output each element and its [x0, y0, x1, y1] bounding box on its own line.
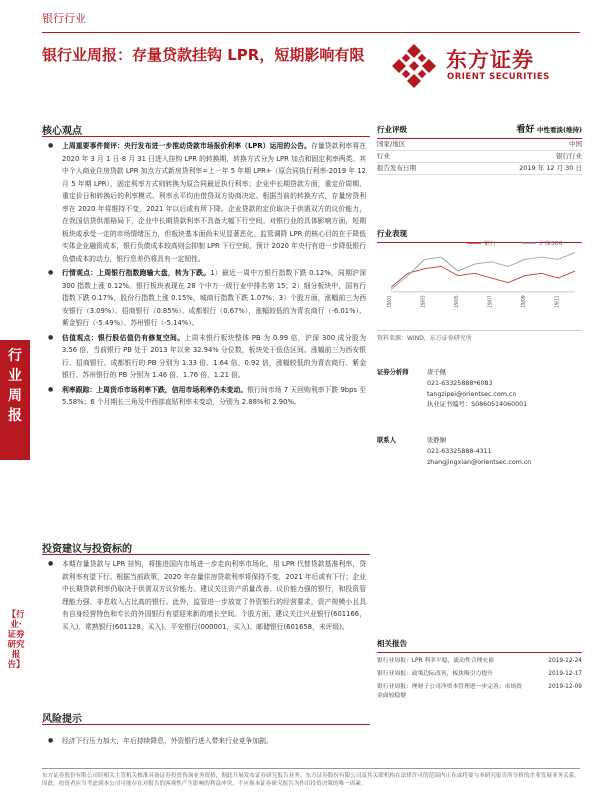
- analyst-block: [377, 368, 582, 411]
- info-row: [377, 163, 582, 175]
- investment-divider: [42, 554, 370, 555]
- bullet-text: 1）最近一周中万银行指数下跌 0.12%，同期沪深 300 指数上涨 0.12%。银行板块表现在 28 个中万一级行业中排名第 15；2）细分板块中，国有行指数下跌 0.17%，股份行指数上涨 0.15%，城商行指数下跌 1.07%；3）个股方面，涨幅前三为西安银行（3.09%）、招商银行（0.85%）、成都银行（0.67%），涨幅较低的为青农商行（-6.01%）、紫金银行（-5.49%）、苏州银行（-5.14%）。: [62, 269, 367, 327]
- list-item: [48, 735, 366, 748]
- vertical-tag: 【行业·证券研究报告】: [7, 610, 25, 670]
- x-tick-label: 19/09: [521, 295, 527, 308]
- related-date: 2019-12-09: [548, 684, 582, 690]
- disclaimer-text: 东方证券股份有限公司经相关主管机关核准具备证券投资咨询业务资格，据此开展发布证券研究报告业务。东方证券股份有限公司及其关联机构在法律许可的范围内正在或将要与本研究报告所分析的企业发展业务关系。因此，投资者应当考虑到本公司可能存在对报告的客观性产生影响的利益冲突，不应视本证券研究报告为作出投资决策的唯一因素。: [42, 773, 580, 787]
- rating-panel: [377, 122, 582, 175]
- risk-list: [48, 735, 366, 750]
- x-tick-label: 19/07: [488, 295, 494, 308]
- performance-chart: [377, 238, 582, 318]
- contact-name: 张静娴: [427, 437, 446, 444]
- bullet-text: 存量贷款利率将在 2020 年 3 月 1 日-8 月 31 日进入挂钩 LPR 的转换期，转换方式分为 LPR 加点和固定利率两类。其中个人商业住房贷款 LPR 加点方式新房贷利率=上一年 5 年期 LPR+（原合同执行利率-2019 年 12 月 5 年期 LPR），固定利率方式则转换为原合同最近执行利率；企业中长期贷款方面，重定价周期、重定价日和转换后的利率模式、利率水平均由借贷双方协商决定。根据当前的转换方式，存量房贷利率在 2020 年将维持不变，2021 年以后或有所下降。企业贷款的定价取决于供需双方的议价能力，在我国信贷供需格局下，企业中长期贷款利率不具备大幅下行空间。对银行业的具体影响方面，短期板块或承受一定的市场情绪压力，但板块基本面尚未见显著恶化。监管调降 LPR 的核心目的在于降低实体企业融资成本，银行负债成本较高则会抑制 LPR 下行空间，预计 2020 年央行有进一步降低银行负债成本的动力，银行息差仍将具有一定韧性。: [62, 142, 367, 263]
- legend-label: 银行: [484, 241, 496, 247]
- x-tick-label: 19/01: [387, 295, 394, 308]
- investment-heading: 投资建议与投资标的: [42, 544, 132, 555]
- related-title: 银行业周报：理财子公司净资本管理进一步完善；市场资金面较稳健: [377, 684, 522, 699]
- performance-heading: 行业表现: [377, 228, 582, 243]
- list-item: [48, 140, 366, 265]
- core-view-heading: 核心观点: [42, 126, 82, 137]
- sidebar-text: 行业周报: [8, 348, 22, 424]
- related-heading: 相关报告: [377, 638, 582, 653]
- bullet-text: 上周末银行板块整体 PB 为 0.99 倍，沪深 300 成分股为 3.56 倍，当前银行 PB 处于 2013 年以来 32.94% 分位数，板块处于低估区间。涨幅前三为西安银行、招商银行、成都银行的 PB 分别为 1.33 倍、1.64 倍、0.92 倍，涨幅较低的为青农商行、紫金银行、苏州银行的 PB 分别为 1.46 倍、1.76 倍、1.21 倍。: [62, 333, 366, 379]
- chart-source: 资料来源：WIND，东方证券研究所: [377, 330, 582, 342]
- logo-text-cn: 东方证券: [446, 48, 534, 72]
- list-item: [48, 267, 366, 330]
- contact-email[interactable]: zhangjingxian@orientsec.com.cn: [427, 458, 532, 466]
- related-item[interactable]: [377, 683, 582, 701]
- legend-label: 沪深300: [539, 241, 563, 247]
- analyst-email[interactable]: tangzipei@orientsec.com.cn: [427, 390, 517, 398]
- related-date: 2019-12-17: [548, 671, 582, 677]
- bullet-lead: 估值观点：银行股估值仍有修复空间。: [62, 333, 185, 342]
- info-value: 银行行业: [556, 152, 582, 160]
- rating-value: 看好: [516, 125, 535, 135]
- info-key: 行业: [377, 152, 390, 160]
- rating-value-wrap: [516, 122, 582, 135]
- core-view-divider: [42, 136, 370, 137]
- risk-divider: [42, 724, 370, 725]
- list-item: [48, 558, 366, 633]
- rating-sub: 中性看淡(维持): [537, 126, 582, 134]
- rating-label: 行业评级: [377, 125, 407, 134]
- logo-text-en: ORIENT SECURITIES: [447, 72, 550, 82]
- bullet-text: 银行间市场 7 天回购利率下跌 9bps 至 5.58%；6 个月期长三角及中西部直贴利率未变动，分别为 2.88%和 2.90%。: [62, 385, 366, 406]
- x-tick-label: 19/05: [454, 295, 461, 308]
- bullet-lead: 上周重要事件简评：央行发布进一步推动贷款市场报价利率（LPR）运用的公告。: [62, 142, 311, 150]
- logo-mark-icon: [390, 42, 438, 90]
- contact-block: [377, 436, 582, 468]
- related-title: 银行业周报：政策边际改善，板块吸引力提升: [377, 671, 493, 677]
- analyst-label: 证券分析师: [377, 369, 409, 376]
- disclaimer-footer: [42, 768, 580, 788]
- list-item: [48, 332, 366, 382]
- related-title: 银行业周报：LPR 利率平稳，流动性合理充裕: [377, 658, 494, 664]
- sidebar-label: [0, 340, 30, 460]
- bullet-lead: 行情观点：上周银行指数跑输大盘，转为下跌。: [62, 269, 211, 277]
- company-logo: [390, 40, 585, 95]
- analyst-license: 执业证书编号：S0860514060001: [427, 401, 528, 409]
- info-key: 国家/地区: [377, 140, 406, 148]
- analyst-phone: 021-63325888*6083: [427, 379, 493, 387]
- top-divider: [42, 32, 580, 33]
- series-line: [391, 252, 575, 289]
- x-tick-label: 19/03: [421, 295, 427, 308]
- series-line: [391, 266, 575, 287]
- investment-list: [48, 558, 366, 635]
- contact-label: 联系人: [377, 437, 396, 444]
- info-value: 2019 年 12 月 30 日: [519, 164, 582, 172]
- related-reports: [377, 638, 582, 701]
- info-row: [377, 139, 582, 151]
- report-title: 银行业周报：存量贷款挂钩 LPR，短期影响有限: [42, 46, 365, 64]
- bullet-text: 本期存量贷款与 LPR 挂钩，将推进国内市场进一步走向利率市场化，用 LPR 代替贷款基准利率，贷款利率有望下行。根据当前政策，2020 年存量住房贷款利率将保持不变，2021 年后或有下行；企业中长期贷款利率仍取决于供需双方议价能力。建议关注资产质量改善、议价能力强的银行，和投资管理能力强、非息收入占比高的银行。此外，监管进一步放宽了外资银行的经营要求，资产规模小且具有自身经营特色和专长的外国银行有望迎来新的增长空间。个股方面，建议关注兴业银行(601166，买入)、常熟银行(601128，买入)、平安银行(000001，买入)、邮储银行(601658，未评级)。: [62, 560, 366, 631]
- info-key: 报告发布日期: [377, 164, 416, 172]
- info-row: [377, 151, 582, 163]
- contact-phone: 021-63325888-4311: [427, 447, 492, 455]
- info-value: 中国: [569, 140, 582, 148]
- rating-header: [377, 122, 582, 139]
- risk-heading: 风险提示: [42, 714, 82, 725]
- related-date: 2019-12-24: [548, 658, 582, 664]
- related-item[interactable]: [377, 657, 582, 666]
- related-item[interactable]: [377, 670, 582, 679]
- core-view-list: [48, 140, 366, 411]
- list-item: [48, 384, 366, 409]
- section-label: 银行行业: [42, 12, 86, 25]
- bullet-lead: 利率跟踪：上周货币市场利率下跌，信用市场利率仍未变动。: [62, 385, 248, 394]
- analyst-name: 唐子佩: [427, 369, 446, 376]
- x-tick-label: 19/11: [555, 295, 561, 308]
- bullet-text: 经济下行压力加大，年后持续降息，外资银行进入带来行业竞争加剧。: [62, 737, 273, 745]
